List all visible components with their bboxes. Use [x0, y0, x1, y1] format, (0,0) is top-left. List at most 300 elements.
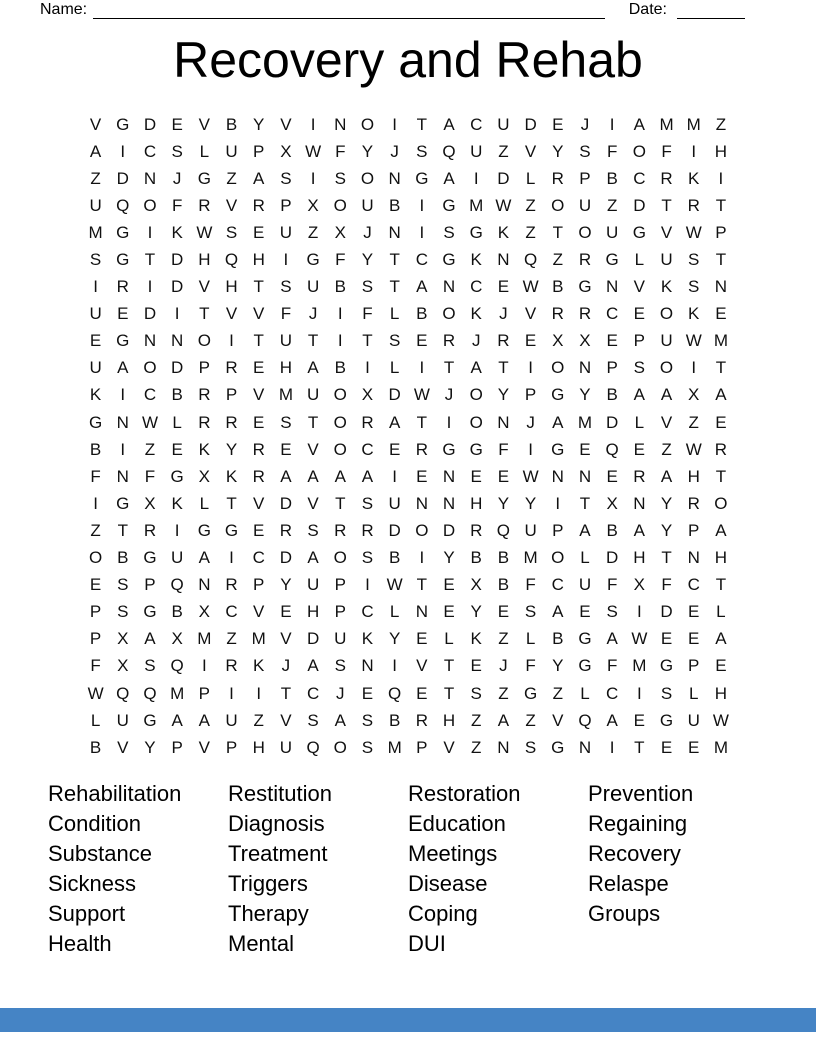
grid-letter: I [283, 250, 289, 270]
grid-letter: Y [280, 575, 292, 595]
grid-letter: S [361, 710, 374, 730]
grid-letter: A [470, 358, 482, 378]
grid-letter: F [362, 304, 373, 324]
grid-letter: Z [715, 114, 727, 134]
grid-letter: D [633, 195, 646, 215]
grid-letter: A [606, 629, 618, 649]
grid-letter: T [416, 412, 428, 432]
grid-letter: I [419, 358, 425, 378]
grid-letter: I [120, 141, 126, 161]
grid-letter: G [469, 222, 483, 242]
grid-letter: A [552, 602, 564, 622]
grid-letter: B [606, 520, 618, 540]
grid-letter: O [551, 358, 565, 378]
grid-letter: L [634, 412, 645, 432]
grid-letter: X [144, 493, 156, 513]
grid-letter: M [170, 683, 185, 703]
grid-letter: B [388, 548, 401, 568]
grid-letter: T [661, 195, 672, 215]
grid-letter: P [280, 195, 292, 215]
grid-letter: W [305, 141, 322, 161]
grid-letter: R [198, 385, 211, 405]
grid-letter: D [279, 548, 293, 568]
grid-letter: R [578, 250, 592, 270]
grid-letter: U [279, 331, 293, 351]
grid-letter: S [361, 277, 374, 297]
grid-letter: Y [361, 141, 374, 161]
grid-letter: S [443, 222, 455, 242]
grid-letter: L [90, 710, 101, 730]
grid-letter: S [361, 493, 374, 513]
grid-letter: H [687, 466, 700, 486]
grid-letter: Q [224, 250, 239, 270]
grid-letter: E [253, 358, 265, 378]
grid-letter: A [715, 629, 727, 649]
grid-letter: W [495, 195, 512, 215]
word-list-item: Groups [588, 901, 661, 926]
grid-letter: B [497, 548, 510, 568]
grid-letter: A [307, 656, 319, 676]
grid-letter: T [715, 575, 727, 595]
grid-letter: J [499, 304, 508, 324]
word-list [48, 779, 768, 959]
grid-letter: I [609, 737, 615, 757]
grid-letter: K [497, 222, 510, 242]
grid-letter: R [415, 439, 428, 459]
grid-letter: N [606, 277, 619, 297]
grid-letter: I [174, 304, 180, 324]
grid-letter: A [443, 168, 455, 188]
grid-letter: J [580, 114, 590, 134]
grid-letter: S [470, 683, 482, 703]
grid-letter: X [198, 466, 211, 486]
grid-letter: Y [497, 493, 510, 513]
grid-letter: Q [170, 656, 184, 676]
grid-letter: V [280, 629, 292, 649]
grid-letter: M [713, 737, 728, 757]
grid-letter: J [499, 656, 508, 676]
word-list-item: Support [48, 901, 126, 926]
grid-letter: V [253, 602, 265, 622]
grid-letter: D [306, 629, 320, 649]
grid-letter: J [363, 222, 372, 242]
grid-letter: T [715, 250, 727, 270]
grid-letter: U [606, 222, 619, 242]
grid-letter: T [280, 683, 292, 703]
grid-letter: W [386, 575, 403, 595]
grid-letter: E [633, 439, 646, 459]
grid-letter: A [715, 520, 727, 540]
grid-letter: E [89, 331, 102, 351]
grid-letter: X [334, 222, 346, 242]
grid-letter: E [470, 656, 482, 676]
word-column [228, 779, 408, 959]
grid-letter: P [144, 575, 156, 595]
grid-letter: G [632, 222, 646, 242]
grid-letter: N [442, 277, 456, 297]
grid-letter: O [659, 304, 674, 324]
grid-letter: Q [116, 683, 130, 703]
grid-letter: I [636, 683, 642, 703]
grid-letter: C [606, 683, 619, 703]
grid-letter: F [335, 250, 346, 270]
grid-letter: T [443, 683, 455, 703]
grid-letter: E [416, 466, 428, 486]
grid-letter: N [578, 737, 592, 757]
grid-letter: R [225, 412, 238, 432]
grid-letter: T [715, 466, 727, 486]
grid-letter: A [198, 548, 211, 568]
grid-letter: E [552, 114, 564, 134]
grid-letter: X [117, 656, 129, 676]
grid-letter: T [715, 195, 727, 215]
grid-letter: I [201, 656, 207, 676]
grid-letter: X [280, 141, 292, 161]
grid-letter: B [552, 277, 564, 297]
grid-letter: I [419, 222, 425, 242]
grid-letter: B [606, 168, 618, 188]
grid-letter: R [116, 277, 129, 297]
grid-letter: N [388, 168, 401, 188]
grid-letter: G [578, 656, 592, 676]
grid-letter: X [606, 493, 618, 513]
grid-letter: F [606, 141, 618, 161]
grid-letter: F [335, 141, 346, 161]
grid-letter: A [253, 168, 265, 188]
grid-letter: I [120, 439, 126, 459]
grid-letter: S [117, 575, 129, 595]
grid-letter: Q [496, 520, 511, 540]
grid-letter: S [280, 168, 292, 188]
grid-letter: H [714, 548, 728, 568]
grid-letter: B [89, 737, 102, 757]
grid-letter: N [116, 412, 129, 432]
name-label: Name: [40, 1, 88, 18]
grid-letter: P [334, 575, 346, 595]
grid-letter: G [551, 385, 565, 405]
grid-letter: Z [90, 168, 101, 188]
grid-letter: Z [525, 710, 536, 730]
grid-letter: J [281, 656, 291, 676]
grid-letter: G [116, 493, 130, 513]
grid-letter: I [174, 520, 180, 540]
word-list-item: DUI [408, 931, 446, 956]
grid-letter: Z [498, 683, 509, 703]
grid-letter: I [528, 358, 533, 378]
grid-letter: A [307, 548, 319, 568]
grid-letter: E [253, 412, 265, 432]
puzzle-grid [82, 111, 735, 761]
grid-letter: S [416, 141, 428, 161]
grid-letter: A [606, 710, 618, 730]
grid-letter: V [198, 114, 211, 134]
grid-letter: N [388, 222, 401, 242]
grid-letter: U [306, 385, 320, 405]
grid-letter: R [279, 520, 293, 540]
grid-letter: R [225, 656, 238, 676]
grid-letter: A [416, 277, 428, 297]
grid-letter: R [198, 412, 211, 432]
grid-letter: S [280, 277, 292, 297]
grid-letter: A [280, 466, 292, 486]
grid-letter: Y [660, 520, 673, 540]
grid-letter: B [117, 548, 129, 568]
grid-letter: D [279, 493, 293, 513]
grid-letter: V [280, 114, 292, 134]
word-list-item: Mental [228, 931, 295, 956]
grid-letter: Z [471, 710, 482, 730]
grid-letter: P [334, 602, 346, 622]
grid-letter: B [552, 629, 564, 649]
grid-letter: U [306, 277, 320, 297]
grid-letter: R [660, 168, 673, 188]
grid-letter: T [389, 277, 400, 297]
grid-letter: G [116, 250, 130, 270]
grid-letter: Y [361, 250, 374, 270]
grid-letter: Y [144, 737, 156, 757]
grid-letter: S [633, 358, 646, 378]
grid-letter: I [636, 602, 642, 622]
grid-letter: K [688, 304, 700, 324]
grid-letter: C [687, 575, 700, 595]
date-label: Date: [628, 1, 667, 18]
grid-letter: U [306, 575, 320, 595]
grid-letter: I [256, 683, 262, 703]
grid-letter: V [225, 195, 238, 215]
grid-letter: P [633, 331, 646, 351]
grid-letter: U [279, 737, 293, 757]
grid-letter: T [253, 277, 264, 297]
grid-letter: R [198, 195, 211, 215]
grid-letter: R [334, 520, 347, 540]
grid-letter: T [226, 493, 237, 513]
grid-letter: V [89, 114, 102, 134]
grid-letter: S [307, 710, 319, 730]
grid-letter: F [661, 141, 672, 161]
grid-letter: D [116, 168, 129, 188]
grid-letter: Q [442, 141, 456, 161]
grid-letter: V [307, 493, 319, 513]
grid-letter: O [469, 412, 483, 432]
grid-letter: U [116, 710, 129, 730]
grid-letter: L [199, 493, 210, 513]
grid-letter: I [337, 304, 343, 324]
grid-letter: B [89, 439, 102, 459]
grid-letter: B [470, 548, 482, 568]
grid-letter: U [578, 575, 592, 595]
grid-letter: I [528, 439, 533, 459]
grid-letter: U [89, 358, 102, 378]
grid-letter: H [252, 737, 265, 757]
grid-letter: M [713, 331, 728, 351]
grid-letter: Z [525, 195, 536, 215]
grid-letter: R [578, 304, 592, 324]
grid-letter: Z [90, 520, 101, 540]
grid-letter: M [251, 629, 266, 649]
grid-letter: C [551, 575, 564, 595]
grid-letter: U [497, 114, 510, 134]
grid-letter: U [225, 710, 238, 730]
grid-letter: I [337, 331, 343, 351]
grid-letter: W [685, 439, 702, 459]
grid-letter: H [225, 277, 238, 297]
word-list-item: Diagnosis [228, 811, 325, 836]
grid-letter: S [579, 141, 591, 161]
grid-letter: S [524, 737, 537, 757]
grid-letter: Y [552, 141, 564, 161]
grid-letter: U [524, 520, 537, 540]
grid-letter: E [470, 466, 482, 486]
grid-letter: I [419, 195, 425, 215]
grid-letter: C [306, 683, 320, 703]
grid-letter: D [171, 250, 184, 270]
grid-letter: E [117, 304, 129, 324]
grid-letter: U [361, 195, 374, 215]
grid-letter: X [470, 575, 482, 595]
grid-letter: C [143, 385, 157, 405]
grid-letter: O [333, 548, 347, 568]
grid-letter: U [388, 493, 401, 513]
grid-letter: S [688, 250, 700, 270]
grid-letter: B [171, 602, 183, 622]
grid-letter: N [171, 331, 184, 351]
grid-letter: V [198, 737, 211, 757]
grid-letter: V [117, 737, 129, 757]
grid-letter: E [443, 602, 455, 622]
grid-letter: G [551, 439, 565, 459]
date-fill-line [677, 3, 745, 19]
grid-letter: T [144, 250, 156, 270]
grid-letter: I [93, 493, 98, 513]
grid-letter: J [390, 141, 399, 161]
grid-letter: E [280, 439, 292, 459]
grid-letter: I [609, 114, 615, 134]
grid-letter: F [90, 466, 101, 486]
word-list-item: Substance [48, 841, 152, 866]
grid-letter: S [225, 222, 238, 242]
grid-letter: T [362, 331, 373, 351]
word-column [588, 779, 768, 959]
grid-letter: F [525, 575, 536, 595]
grid-letter: V [198, 277, 211, 297]
grid-letter: P [89, 629, 102, 649]
grid-letter: V [280, 710, 292, 730]
grid-letter: G [143, 602, 157, 622]
grid-letter: Z [552, 683, 563, 703]
grid-letter: S [361, 737, 374, 757]
grid-letter: E [497, 277, 510, 297]
grid-letter: G [659, 656, 674, 676]
grid-letter: N [116, 466, 129, 486]
grid-letter: I [473, 168, 479, 188]
grid-letter: P [606, 358, 618, 378]
grid-letter: O [333, 385, 347, 405]
grid-letter: U [171, 548, 184, 568]
word-list-item: Health [48, 931, 112, 956]
grid-letter: T [498, 358, 509, 378]
grid-letter: J [336, 683, 345, 703]
grid-letter: R [252, 439, 265, 459]
grid-letter: P [715, 222, 727, 242]
grid-letter: J [526, 412, 535, 432]
grid-letter: G [88, 412, 103, 432]
grid-letter: Z [552, 250, 563, 270]
grid-letter: I [147, 277, 153, 297]
grid-letter: Q [578, 710, 592, 730]
grid-letter: K [470, 304, 482, 324]
grid-letter: G [523, 683, 538, 703]
grid-letter: F [90, 656, 101, 676]
grid-letter: A [497, 710, 510, 730]
grid-letter: Z [661, 439, 672, 459]
grid-letter: Z [226, 168, 237, 188]
grid-letter: T [661, 548, 672, 568]
grid-letter: S [606, 602, 618, 622]
grid-letter: W [196, 222, 213, 242]
grid-letter: Z [471, 737, 482, 757]
grid-letter: C [252, 548, 265, 568]
grid-letter: X [361, 385, 374, 405]
grid-letter: I [392, 114, 398, 134]
grid-letter: I [310, 114, 316, 134]
grid-letter: M [523, 548, 538, 568]
grid-letter: M [577, 412, 593, 432]
grid-letter: A [552, 412, 564, 432]
grid-letter: M [387, 737, 402, 757]
word-column [48, 779, 228, 959]
grid-letter: S [388, 331, 401, 351]
grid-letter: T [389, 250, 400, 270]
grid-letter: I [691, 358, 697, 378]
grid-letter: X [579, 331, 591, 351]
grid-letter: O [551, 548, 565, 568]
grid-letter: R [252, 195, 265, 215]
grid-letter: G [578, 629, 592, 649]
grid-letter: B [334, 358, 346, 378]
grid-letter: L [172, 412, 182, 432]
grid-letter: R [143, 520, 157, 540]
grid-letter: U [470, 141, 483, 161]
grid-letter: A [361, 466, 374, 486]
grid-letter: Z [498, 629, 509, 649]
grid-letter: O [469, 385, 483, 405]
grid-letter: Y [497, 385, 510, 405]
grid-letter: S [280, 412, 292, 432]
grid-letter: Y [579, 385, 591, 405]
grid-letter: L [389, 358, 400, 378]
grid-letter: G [116, 222, 130, 242]
grid-letter: G [442, 250, 456, 270]
grid-letter: T [579, 493, 591, 513]
grid-letter: G [197, 520, 211, 540]
name-fill-line [93, 3, 605, 19]
grid-letter: E [633, 304, 646, 324]
grid-letter: E [416, 629, 428, 649]
grid-letter: Y [388, 629, 401, 649]
grid-letter: K [470, 250, 482, 270]
grid-letter: C [361, 439, 374, 459]
grid-letter: I [392, 466, 398, 486]
grid-letter: U [225, 141, 238, 161]
grid-letter: I [718, 168, 724, 188]
grid-letter: F [661, 575, 672, 595]
grid-letter: T [416, 114, 428, 134]
word-list-item: Restitution [228, 781, 332, 806]
grid-letter: R [497, 331, 510, 351]
grid-letter: E [579, 439, 591, 459]
grid-letter: O [197, 331, 211, 351]
grid-letter: E [579, 602, 591, 622]
